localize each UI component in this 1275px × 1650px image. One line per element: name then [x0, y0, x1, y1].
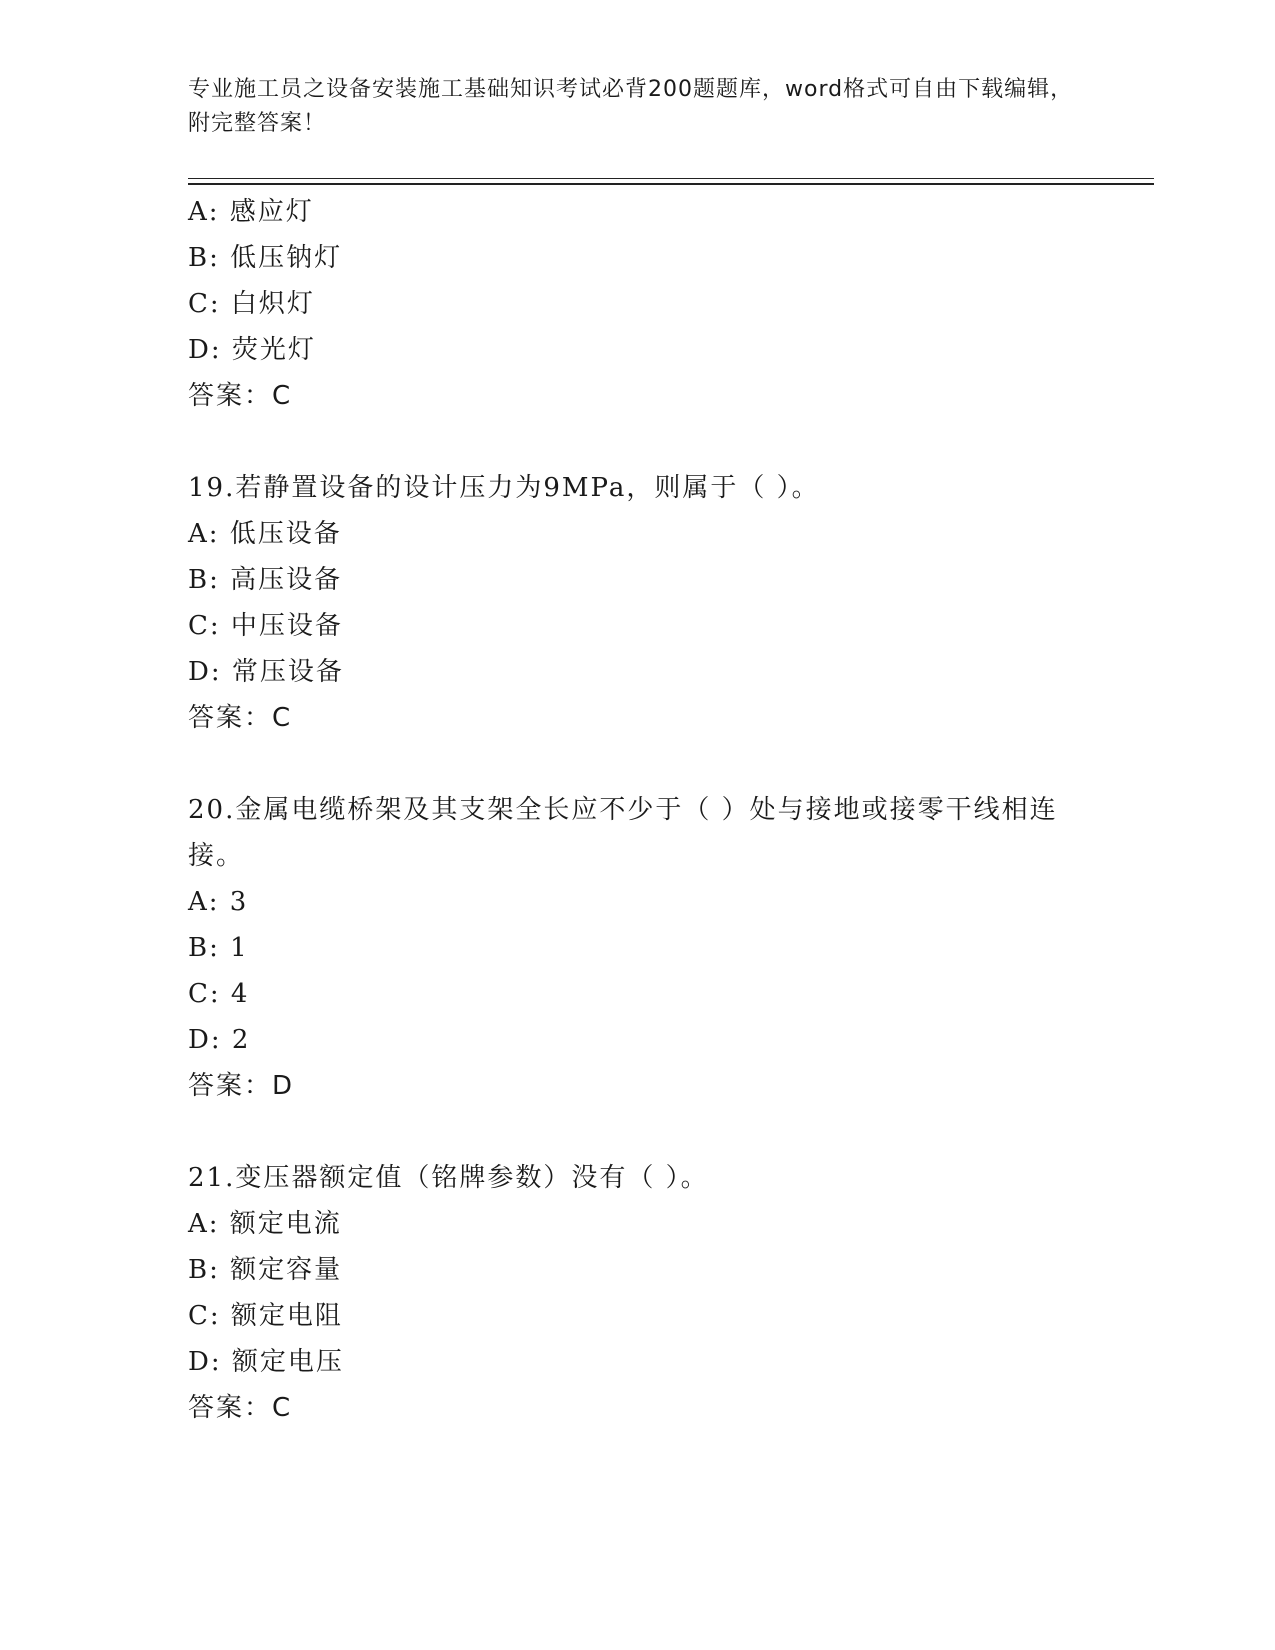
option-c: C: 白炽灯: [188, 289, 315, 319]
question-stem: 20.金属电缆桥架及其支架全长应不少于（ ）处与接地或接零干线相连接。: [188, 795, 1058, 871]
header-divider: [188, 178, 1154, 179]
question-block-prev: [188, 189, 1088, 419]
option-a: A: 额定电流: [188, 1209, 342, 1239]
option-b: B: 高压设备: [188, 565, 343, 595]
option-a: A: 低压设备: [188, 519, 342, 549]
option-d: D: 2: [188, 1025, 251, 1055]
question-stem: 19.若静置设备的设计压力为9MPa，则属于（ ）。: [188, 473, 820, 503]
option-c: C: 4: [188, 979, 250, 1009]
option-d: D: 额定电压: [188, 1347, 344, 1377]
question-list: [188, 189, 1088, 1431]
option-d: D: 荧光灯: [188, 335, 316, 365]
document-header: 专业施工员之设备安装施工基础知识考试必背200题题库，word格式可自由下载编辑，附完整答案！: [188, 77, 1074, 136]
answer-line: 答案：D: [188, 1071, 295, 1101]
option-c: C: 中压设备: [188, 611, 343, 641]
option-b: B: 低压钠灯: [188, 243, 343, 273]
question-block-20: [188, 787, 1088, 1109]
option-a: A: 感应灯: [188, 197, 314, 227]
option-d: D: 常压设备: [188, 657, 344, 687]
question-stem: 21.变压器额定值（铭牌参数）没有（ ）。: [188, 1163, 709, 1193]
option-b: B: 1: [188, 933, 249, 963]
answer-line: 答案：C: [188, 1393, 293, 1423]
answer-line: 答案：C: [188, 381, 293, 411]
option-b: B: 额定容量: [188, 1255, 343, 1285]
option-c: C: 额定电阻: [188, 1301, 343, 1331]
header-divider-thick: [188, 183, 1154, 185]
question-block-19: [188, 465, 1088, 741]
option-a: A: 3: [188, 887, 249, 917]
answer-line: 答案：C: [188, 703, 293, 733]
question-block-21: [188, 1155, 1088, 1431]
